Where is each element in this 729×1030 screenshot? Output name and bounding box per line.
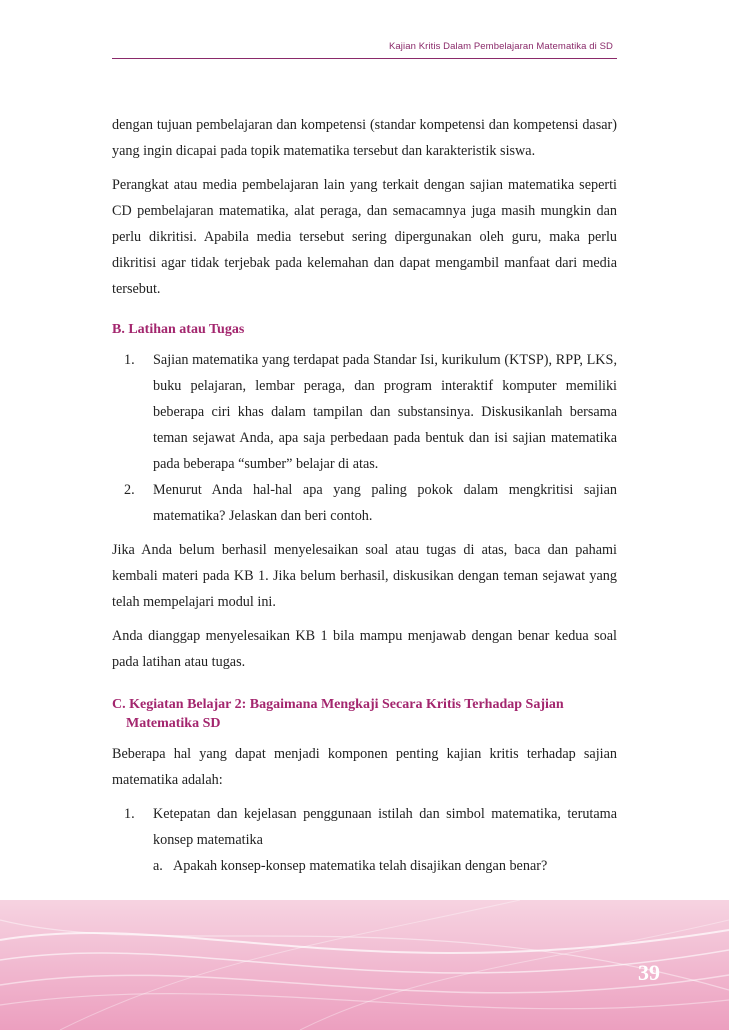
list-item (112, 477, 617, 529)
section-b-heading (112, 320, 617, 339)
component-list (112, 801, 617, 879)
section-b-label: B. (112, 322, 125, 337)
task-number: 1. (124, 352, 135, 368)
paragraph-1: dengan tujuan pembelajaran dan kompetensi (standar kompetensi dan kompetensi dasar) yang ingin dicapai pada topik matematika tersebut dan karakteristik siswa. (112, 117, 617, 159)
task-text: Menurut Anda hal-hal apa yang paling pokok dalam mengkritisi sajian matematika? Jelaskan dan beri contoh. (153, 482, 617, 524)
paragraph-2: Perangkat atau media pembelajaran lain yang terkait dengan sajian matematika seperti CD pembelajaran matematika, alat peraga, dan semacamnya juga masih mungkin dan perlu dikritisi. Apabila media tersebut sering dipergunakan oleh guru, maka perlu dikritisi agar tidak terjebak pada kelemahan dan dapat mengambil manfaat dari media tersebut. (112, 177, 617, 297)
list-item (112, 347, 617, 477)
task-list (112, 347, 617, 529)
sub-item-text: Apakah konsep-konsep matematika telah disajikan dengan benar? (173, 858, 548, 874)
section-c-title-line1: Kegiatan Belajar 2: Bagaimana Mengkaji Secara Kritis Terhadap Sajian (129, 697, 564, 712)
section-c-label: C. (112, 697, 126, 712)
sub-list (153, 853, 617, 879)
footer-swirl-decoration (0, 900, 729, 1030)
paragraph-3: Jika Anda belum berhasil menyelesaikan soal atau tugas di atas, baca dan pahami kembali materi pada KB 1. Jika belum berhasil, diskusikan dengan teman sejawat yang telah mempelajari modul ini. (112, 542, 617, 610)
section-c-title-line2: Matematika SD (126, 716, 221, 731)
page-content (112, 112, 617, 887)
paragraph-5: Beberapa hal yang dapat menjadi komponen penting kajian kritis terhadap sajian matematika adalah: (112, 746, 617, 788)
component-text: Ketepatan dan kejelasan penggunaan istilah dan simbol matematika, terutama konsep matematika (153, 806, 617, 848)
footer-banner (0, 900, 729, 1030)
header-rule (112, 58, 617, 59)
paragraph-4: Anda dianggap menyelesaikan KB 1 bila mampu menjawab dengan benar kedua soal pada latihan atau tugas. (112, 628, 617, 670)
section-c-heading (112, 695, 617, 733)
task-text: Sajian matematika yang terdapat pada Standar Isi, kurikulum (KTSP), RPP, LKS, buku pelajaran, lembar peraga, dan program interaktif komputer memiliki beberapa ciri khas dalam tampilan dan substansinya. Diskusikanlah bersama teman sejawat Anda, apa saja perbedaan pada bentuk dan isi sajian matematika pada beberapa “sumber” belajar di atas. (153, 352, 617, 472)
section-b-title: Latihan atau Tugas (128, 322, 245, 337)
component-number: 1. (124, 806, 135, 822)
running-header: Kajian Kritis Dalam Pembelajaran Matematika di SD (388, 41, 613, 52)
list-item (112, 801, 617, 879)
task-number: 2. (124, 482, 135, 498)
sub-item-letter: a. (153, 858, 163, 874)
page-number: 39 (638, 960, 660, 985)
list-item (153, 853, 617, 879)
